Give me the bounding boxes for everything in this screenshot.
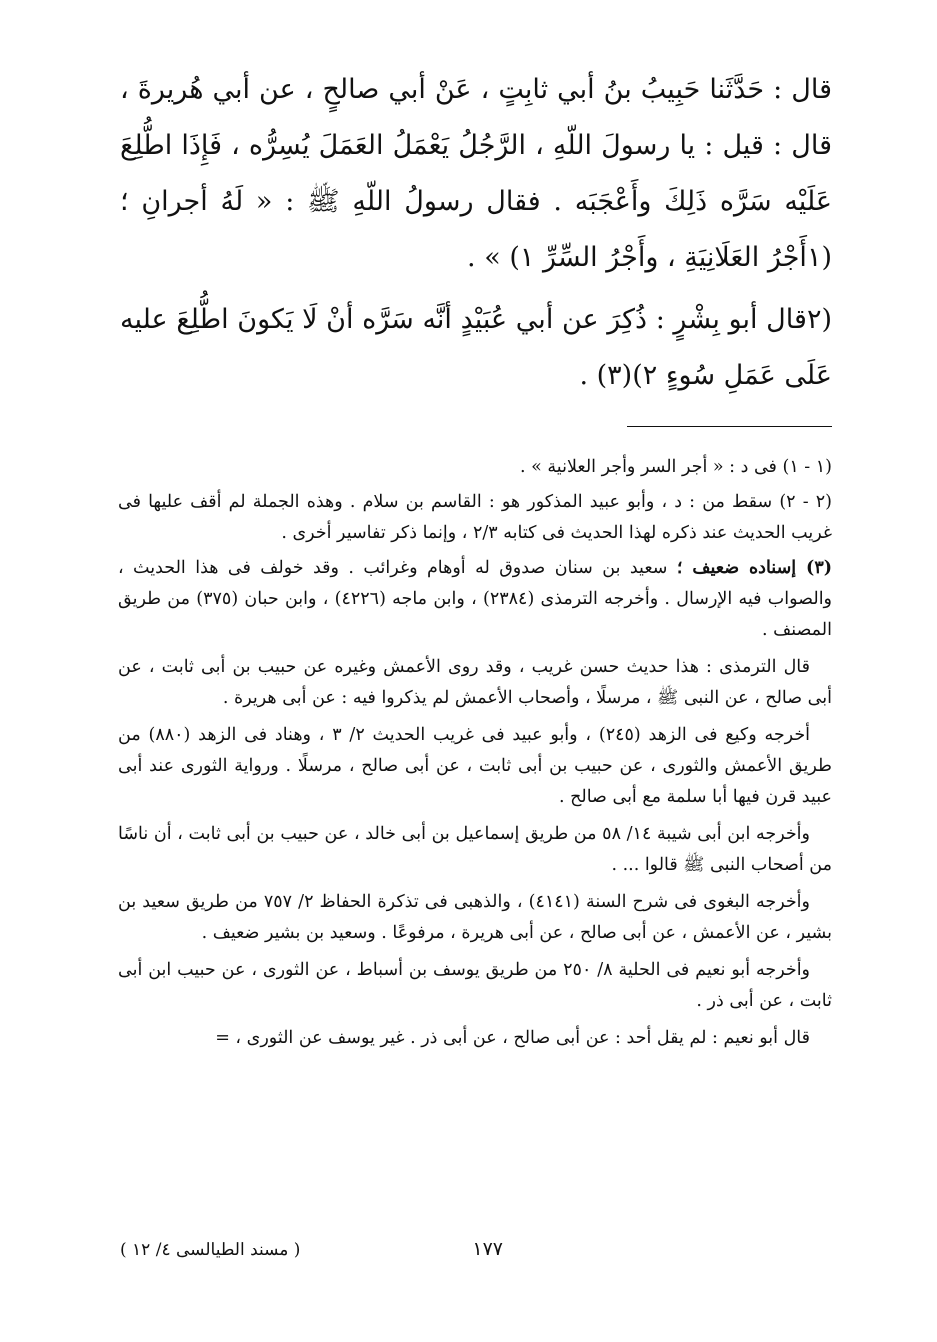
footnote-3-label: (٣) إسناده ضعيف ؛ <box>676 558 833 578</box>
footnote-paragraph-waki: أخرجه وكيع فى الزهد (٢٤٥) ، وأبو عبيد فى غريب الحديث ٢/ ٣ ، وهناد فى الزهد (٨٨٠) من طريق الأعمش والثورى ، عن حبيب بن أبى ثابت ، عن أبى صالح ، مرسلًا . ورواية الثورى عند أبى عبيد قرن فيها أبا سلمة مع أبى صالح . <box>118 725 832 807</box>
footnote-divider <box>627 426 832 427</box>
footnote-paragraph-abu-nuaym-2: قال أبو نعيم : لم يقل أحد : عن أبى صالح ، عن أبى ذر . غير يوسف عن الثورى ، = <box>215 1028 810 1048</box>
footnote-1: (١ - ١) فى د : « أجر السر وأجر العلانية » . <box>520 457 832 477</box>
hadith-paragraph: قال : حَدَّثَنا حَبِيبُ بنُ أبي ثابِتٍ ، عَنْ أبي صالحٍ ، عن أبي هُريرةَ ، قال : قيل : يا رسولَ اللّهِ ، الرَّجُلُ يَعْمَلُ العَمَلَ يُسِرُّه ، فَإِذَا اطُّلِعَ عَلَيْه سَرَّه ذَلِكَ وأَعْجَبَه . فقال رسولُ اللّهِ ﷺ : « لَهُ أجرانِ ؛ (١أَجْرُ العَلَانِيَةِ ، وأَجْرُ السِّرِّ ١) » . <box>120 74 832 273</box>
footnote-3-text: سعيد بن سنان صدوق له أوهام وغرائب . وقد خولف فى هذا الحديث ، والصواب فيه الإرسال . وأخرجه الترمذى (٢٣٨٤) ، وابن ماجه (٤٢٢٦) ، وابن حبان (٣٧٥) من طريق المصنف . <box>118 558 833 640</box>
footnote-paragraph-baghawi: وأخرجه البغوى فى شرح السنة (٤١٤١) ، والذهبى فى تذكرة الحفاظ ٢/ ٧٥٧ من طريق سعيد بن بشير ، عن الأعمش ، عن أبى صالح ، عن أبى هريرة ، مرفوعًا . وسعيد بن بشير ضعيف . <box>118 892 832 943</box>
page-number: ١٧٧ <box>472 1238 503 1260</box>
footnote-paragraph-abu-nuaym: وأخرجه أبو نعيم فى الحلية ٨/ ٢٥٠ من طريق يوسف بن أسباط ، عن الثورى ، عن حبيب ابن أبى ثابت ، عن أبى ذر . <box>118 960 832 1011</box>
book-reference: ( مسند الطيالسى ٤/ ١٢ ) <box>120 1240 301 1260</box>
footnote-3 <box>118 553 832 646</box>
footnote-2: (٢ - ٢) سقط من : د ، وأبو عبيد المذكور هو : القاسم بن سلام . وهذه الجملة لم أقف عليها فى غريب الحديث عند ذكره لهذا الحديث فى كتابه ٢/٣ ، وإنما ذكر تفاسير أخرى . <box>118 492 832 543</box>
page-footer <box>0 1238 937 1268</box>
footnotes-section <box>118 452 832 1058</box>
main-hadith-text <box>120 62 832 410</box>
footnote-paragraph-tirmidhi: قال الترمذى : هذا حديث حسن غريب ، وقد روى الأعمش وغيره عن حبيب بن أبى ثابت ، عن أبى صالح ، عن النبى ﷺ ، مرسلًا ، وأصحاب الأعمش لم يذكروا فيه : عن أبى هريرة . <box>118 657 832 708</box>
hadith-comment-paragraph: (٢قال أبو بِشْرٍ : ذُكِرَ عن أبي عُبَيْدٍ أنَّه سَرَّه أنْ لَا يَكونَ اطُّلِعَ عليه عَلَى عَمَلِ سُوءٍ ٢)(٣) . <box>120 304 832 391</box>
footnote-paragraph-ibn-abi-shayba: وأخرجه ابن أبى شيبة ١٤/ ٥٨ من طريق إسماعيل بن أبى خالد ، عن حبيب بن أبى ثابت ، أن ناسًا من أصحاب النبى ﷺ قالوا ... . <box>118 824 832 875</box>
